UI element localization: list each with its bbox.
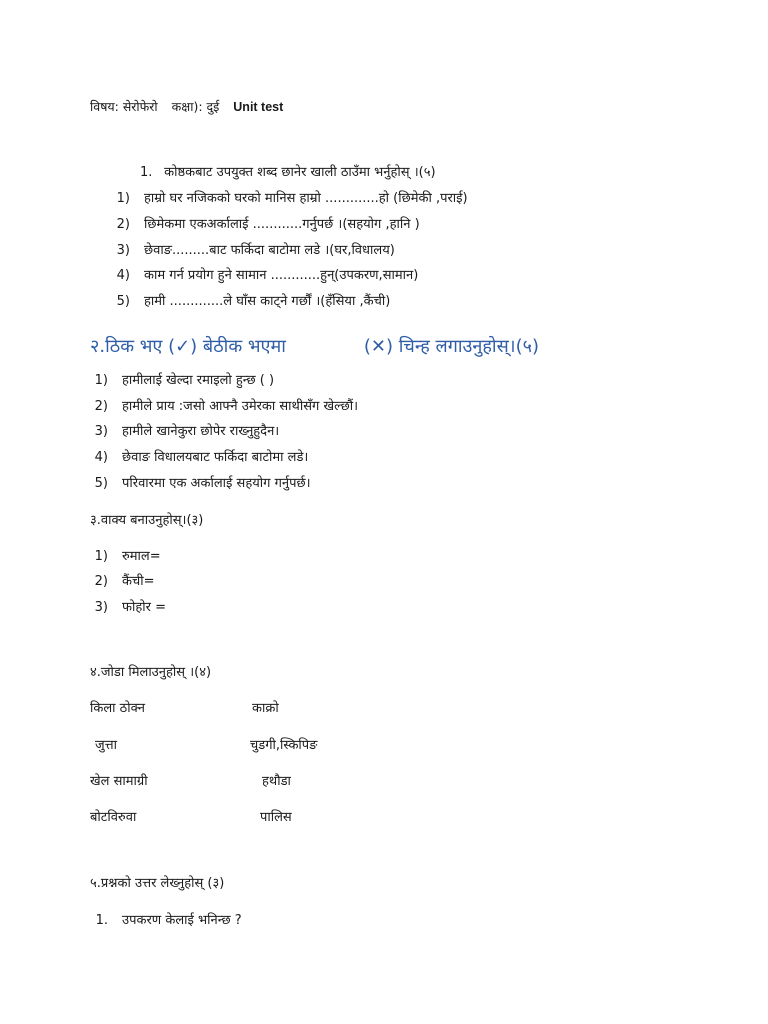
worksheet-header (90, 98, 283, 115)
q2-item: 1) हामीलाई खेल्दा रमाइलो हुन्छ ( ) (94, 373, 275, 388)
q2-item: 4) छेवाङ विधालयबाट फर्किदा बाटोमा लडे। (94, 450, 309, 465)
q1-item: 5) हामी .............ले घाँस काट्ने गर्छौं ।(हँसिया ,कैंची) (116, 294, 391, 309)
match-right-item: हथौडा (262, 774, 291, 789)
q1-heading (140, 162, 436, 180)
q2-item: 2) हामीले प्राय :जसो आफ्नै उमेरका साथीसँग खेल्छौं। (94, 399, 359, 414)
match-right-item: पालिस (260, 810, 292, 825)
test-label: Unit test (233, 100, 284, 114)
q1-item: 2) छिमेकमा एकअर्कालाई ............गर्नुपर्छ ।(सहयोग ,हानि ) (116, 217, 420, 232)
class-label: कक्षा): दुई (171, 99, 220, 114)
q2-item: 3) हामीले खानेकुरा छोपेर राख्नुहुदैन। (94, 424, 280, 439)
q3-title: ३.वाक्य बनाउनुहोस्।(३) (90, 513, 204, 528)
q3-item: 2) कैंची= (94, 574, 155, 589)
q1-item: 3) छेवाङ.........बाट फर्किदा बाटोमा लडे ।(घर,विधालय) (116, 243, 395, 258)
q3-item: 1) रुमाल= (94, 549, 161, 564)
q4-title: ४.जोडा मिलाउनुहोस् ।(४) (90, 665, 212, 680)
match-left-item: जुत्ता (95, 738, 117, 753)
match-left-item: किला ठोक्न (90, 701, 145, 716)
match-right-item: काक्रो (252, 701, 279, 716)
q5-item: 1. उपकरण केलाई भनिन्छ ? (95, 913, 242, 928)
subject-label: विषय: सेरोफेरो (90, 99, 158, 114)
q5-title: ५.प्रश्नको उत्तर लेख्नुहोस् (३) (90, 876, 225, 891)
q2-title-right: (✕) चिन्ह लगाउनुहोस्।(५) (363, 336, 539, 357)
q1-number: 1. (140, 165, 153, 180)
match-left-item: बोटविरुवा (90, 810, 137, 825)
q3-item: 3) फोहोर = (94, 600, 167, 615)
q2-heading (90, 334, 539, 358)
match-left-item: खेल सामाग्री (90, 774, 148, 789)
q1-item: 4) काम गर्न प्रयोग हुने सामान ............हुन्(उपकरण,सामान) (116, 268, 419, 283)
q2-title-left: २.ठिक भए (✓) बेठीक भएमा (90, 336, 286, 357)
match-right-item: चुडगी,स्किपिङ (250, 738, 318, 753)
q1-title: कोष्ठकबाट उपयुक्त शब्द छानेर खाली ठाउँमा भर्नुहोस् ।(५) (164, 165, 436, 180)
q1-item: 1) हाम्रो घर नजिकको घरको मानिस हाम्रो .............हो (छिमेकी ,पराई) (116, 191, 468, 206)
q2-item: 5) परिवारमा एक अर्कालाई सहयोग गर्नुपर्छ। (94, 476, 311, 491)
